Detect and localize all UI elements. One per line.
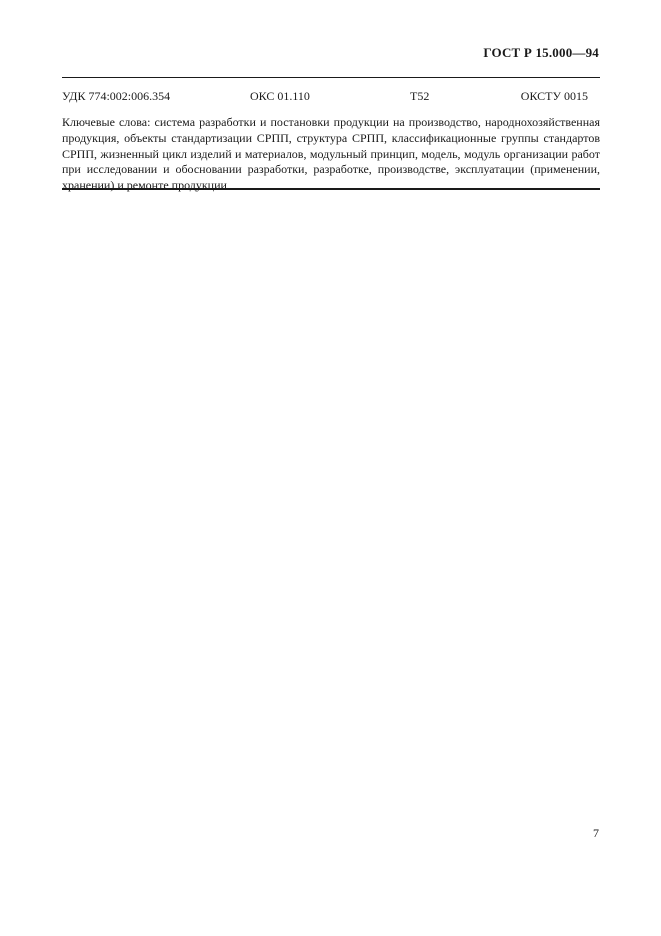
document-code: ГОСТ Р 15.000—94 — [483, 45, 599, 60]
okstu-code: ОКСТУ 0015 — [520, 89, 588, 103]
page-number: 7 — [593, 826, 599, 840]
keywords-paragraph: Ключевые слова: система разработки и постановки продукции на производство, народнохозяйственная продукция, объекты стандартизации СРПП, структура СРПП, классификационные группы стандартов СРПП, жизненный цикл изделий и материалов, модульный принцип, модель, модуль организации работ при исследовании и обосновании разработки, разработке, производстве, эксплуатации (применении, хранении) и ремонте продукции — [62, 115, 600, 193]
top-divider — [62, 77, 600, 78]
udk-code: УДК 774:002:006.354 — [62, 89, 171, 103]
t-code: Т52 — [410, 89, 430, 103]
bottom-divider — [62, 188, 600, 190]
oks-code: ОКС 01.110 — [250, 89, 310, 103]
classification-row — [62, 89, 600, 105]
